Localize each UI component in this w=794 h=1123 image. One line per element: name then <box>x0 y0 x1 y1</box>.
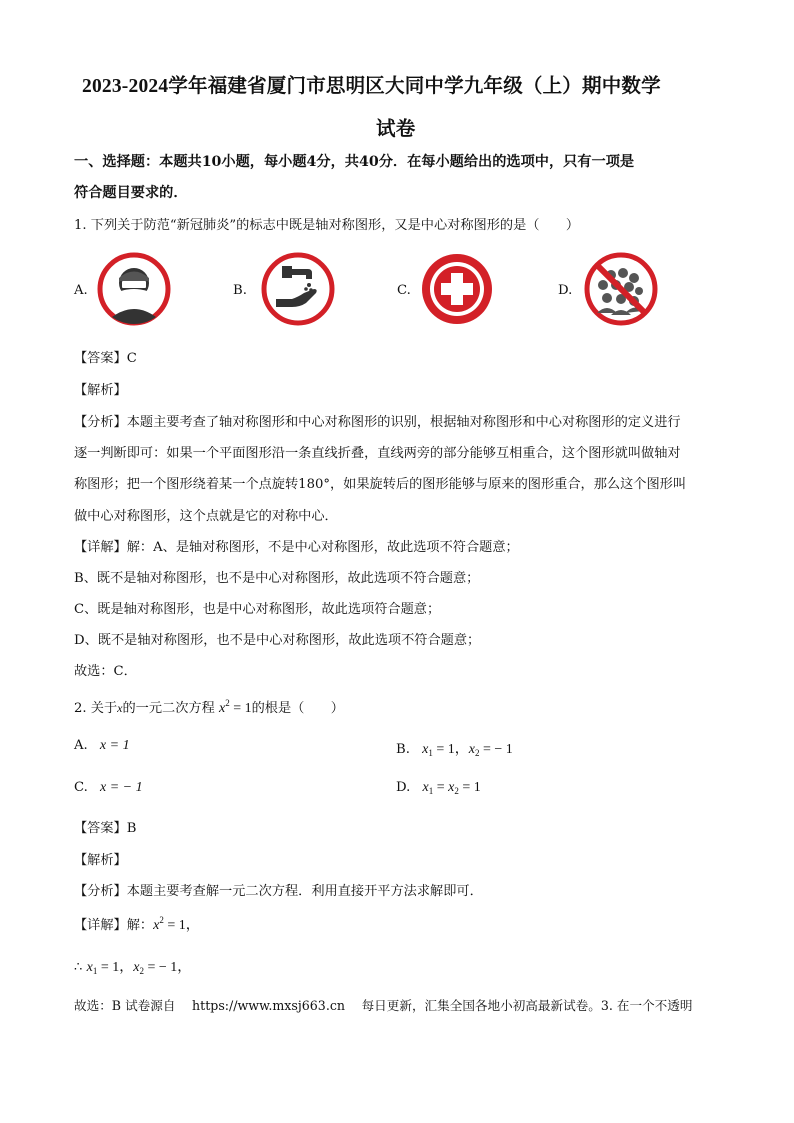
q2-eq <box>219 698 252 716</box>
q2-r-x2-sub: 2 <box>139 966 144 976</box>
red-cross-icon <box>417 251 497 327</box>
q2-option-a-label: A. <box>74 738 88 753</box>
q1-analysis-line: 【分析】本题主要考查了轴对称图形和中心对称图形的识别，根据轴对称图形和中心对称图形的定义进行 <box>74 415 681 430</box>
doc-title-line2: 试卷 <box>376 119 416 140</box>
q2-d-val: = 1 <box>458 780 481 795</box>
q1-option-c-label: C. <box>397 283 411 298</box>
q2-r-x2-val: = − 1， <box>143 960 192 975</box>
q2-d-x2-sub: 2 <box>454 786 459 796</box>
q2-result-values <box>87 960 192 975</box>
q2-option-b <box>396 738 513 758</box>
q2-detail-x: x <box>153 918 160 933</box>
q2-option-d <box>396 780 481 796</box>
q1-answer: 【答案】C <box>74 351 137 366</box>
q2-choose-line <box>74 995 692 1014</box>
q2-r-x1: x <box>86 960 93 975</box>
q2-result <box>74 956 191 976</box>
q1-stem: 1. 下列关于防范“新冠肺炎”的标志中既是轴对称图形，又是中心对称图形的是（ ） <box>74 218 580 233</box>
hand-washing-icon <box>258 251 338 327</box>
q2-option-d-value <box>423 780 481 795</box>
q1-analysis-label: 【解析】 <box>74 383 127 398</box>
q2-d-eq: = <box>433 780 449 795</box>
q2-d-x2: x <box>448 780 455 795</box>
q2-var: x <box>117 701 123 715</box>
q2-b-x1-val: = 1， <box>432 742 469 757</box>
mask-person-icon <box>94 251 174 327</box>
q2-detail-prefix: 【详解】解： <box>74 918 154 933</box>
doc-title-line1: 2023-2024学年福建省厦门市思明区大同中学九年级（上）期中数学 <box>82 76 661 97</box>
q2-b-x2-val: = − 1 <box>479 742 513 757</box>
q2-b-x1: x <box>422 742 429 757</box>
q2-option-a <box>74 738 130 754</box>
q2-option-c-label: C. <box>74 780 88 795</box>
q1-analysis-line: 做中心对称图形，这个点就是它的对称中心． <box>74 509 338 524</box>
source-watermark-text: 试卷源自 https://www.mxsj663.cn 每日更新，汇集全国各地小初高最新试卷。3. 在一个不透明 <box>125 998 693 1013</box>
q1-detail-line: 故选：C． <box>74 664 137 679</box>
q2-stem-c: 的根是（ ） <box>251 701 344 716</box>
q2-option-a-value: x = 1 <box>99 738 130 753</box>
q2-eq-rhs: = 1 <box>229 701 252 716</box>
q2-option-b-value <box>422 742 513 757</box>
section-heading-cont: 符合题目要求的． <box>74 185 188 201</box>
q2-stem-a: 2. 关于 <box>74 701 118 716</box>
q2-stem <box>74 697 344 717</box>
q2-answer: 【答案】B <box>74 821 137 836</box>
q1-option-b-label: B. <box>233 283 247 298</box>
q2-option-b-label: B. <box>396 742 410 757</box>
q1-analysis-line: 称图形；把一个图形绕着某一个点旋转180°，如果旋转后的图形能够与原来的图形重合，那么这个图形叫 <box>74 477 687 492</box>
q1-detail-line: C、既是轴对称图形，也是中心对称图形，故此选项符合题意； <box>74 602 441 617</box>
q2-detail-exp: 2 <box>159 915 164 925</box>
q2-stem-b: 的一元二次方程 <box>122 701 215 716</box>
q1-analysis-line: 逐一判断即可：如果一个平面图形沿一条直线折叠，直线两旁的部分能够互相重合，这个图形就叫做轴对 <box>74 446 681 461</box>
q2-r-x2: x <box>133 960 140 975</box>
q2-r-x1-sub: 1 <box>92 966 98 976</box>
q2-analysis-label: 【解析】 <box>74 853 127 868</box>
q2-detail-eq <box>153 915 200 933</box>
q2-eq-exp: 2 <box>225 698 230 708</box>
q2-analysis: 【分析】本题主要考查解一元二次方程．利用直接开平方法求解即可． <box>74 884 483 899</box>
q1-detail-line: B、既不是轴对称图形，也不是中心对称图形，故此选项不符合题意； <box>74 571 480 586</box>
q1-detail-line: 【详解】解：A、是轴对称图形，不是中心对称图形，故此选项不符合题意； <box>74 540 519 555</box>
q2-d-x1-sub: 1 <box>428 786 434 796</box>
q2-b-x2: x <box>468 742 475 757</box>
q2-choose: 故选：B <box>74 998 122 1013</box>
q2-option-c-value: x = − 1 <box>100 780 143 795</box>
section-heading: 一、选择题：本题共10小题，每小题4分，共40分．在每小题给出的选项中，只有一项是 <box>74 154 635 170</box>
q2-option-d-label: D. <box>396 780 411 795</box>
q2-eq-x: x <box>219 701 226 716</box>
q2-option-c <box>74 780 143 796</box>
q2-b-x1-sub: 1 <box>428 748 433 758</box>
q2-detail-rhs: = 1， <box>163 918 200 933</box>
q2-d-x1: x <box>422 780 429 795</box>
q2-r-x1-val: = 1， <box>97 960 134 975</box>
therefore-symbol: ∴ <box>74 960 83 975</box>
no-gathering-icon <box>581 251 661 327</box>
q1-detail-line: D、既不是轴对称图形，也不是中心对称图形，故此选项不符合题意； <box>74 633 481 648</box>
q1-option-a-label: A. <box>74 283 88 298</box>
q1-option-d-label: D. <box>558 283 573 298</box>
q2-detail <box>74 914 200 934</box>
q2-b-x2-sub: 2 <box>474 748 480 758</box>
